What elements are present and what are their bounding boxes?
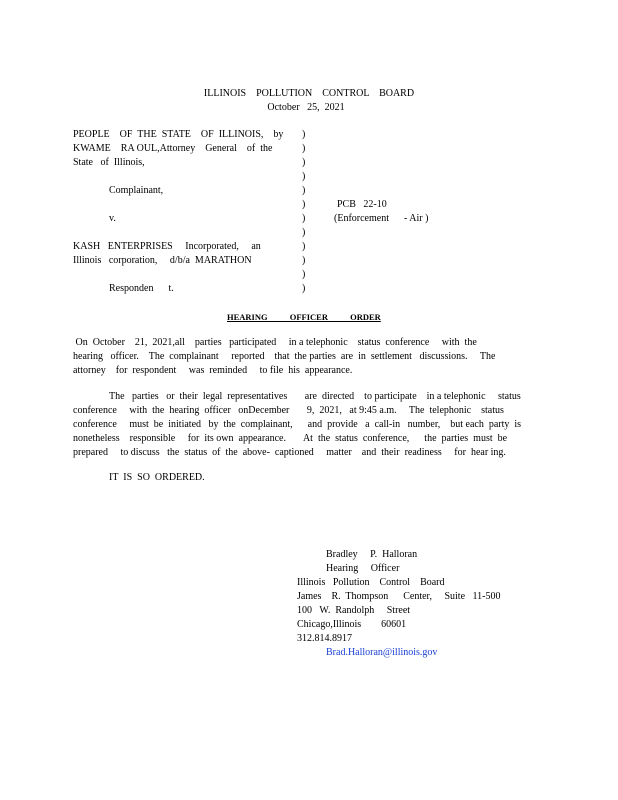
versus-label: v. xyxy=(109,213,116,224)
caption-bracket: ) xyxy=(302,269,306,280)
caption-bracket: ) xyxy=(302,283,306,294)
plaintiff-line-3: State of Illinois, xyxy=(73,157,145,168)
signer-address-1: James R. Thompson Center, Suite 11-500 xyxy=(297,591,501,602)
paragraph-1-line-3: attorney for respondent was reminded to file his appearance. xyxy=(73,365,353,376)
caption-bracket: ) xyxy=(302,185,306,196)
plaintiff-line-2: KWAME RA OUL,Attorney General of the xyxy=(73,143,273,154)
signer-address-2: 100 W. Randolph Street xyxy=(297,605,411,616)
paragraph-2-line-4: nonetheless responsible for its own appearance. At the status conference, the parties must be xyxy=(73,433,508,444)
paragraph-2-line-3: conference must be initiated by the complainant, and provide a call-in number, but each party is xyxy=(73,419,522,430)
defendant-line-1: KASH ENTERPRISES Incorporated, an xyxy=(73,241,261,252)
order-title: HEARING OFFICER ORDER xyxy=(227,312,381,322)
signer-city: Chicago,Illinois 60601 xyxy=(297,619,407,630)
case-number: PCB 22-10 xyxy=(337,199,387,210)
so-ordered: IT IS SO ORDERED. xyxy=(109,472,205,483)
paragraph-1-line-1: On October 21, 2021,all parties participated in a telephonic status conference with the xyxy=(73,337,477,348)
paragraph-2-line-2: conference with the hearing officer onDecember 9, 2021, at 9:45 a.m. The telephonic status xyxy=(73,405,504,416)
caption-bracket: ) xyxy=(302,199,306,210)
caption-bracket: ) xyxy=(302,171,306,182)
caption-bracket: ) xyxy=(302,129,306,140)
board-name: ILLINOIS POLLUTION CONTROL BOARD xyxy=(203,88,415,99)
signer-name: Bradley P. Halloran xyxy=(326,549,418,560)
paragraph-1-line-2: hearing officer. The complainant reported that the parties are in settlement discussions. The xyxy=(73,351,496,362)
signer-org: Illinois Pollution Control Board xyxy=(297,577,445,588)
signer-email-link[interactable]: Brad.Halloran@illinois.gov xyxy=(326,647,438,658)
caption-bracket: ) xyxy=(302,255,306,266)
complainant-label: Complainant, xyxy=(109,185,164,196)
paragraph-2-line-1: The parties or their legal representatives are directed to participate in a telephonic status xyxy=(109,391,521,402)
paragraph-2-line-5: prepared to discuss the status of the above- captioned matter and their readiness for hear ing. xyxy=(73,447,506,458)
plaintiff-line-1: PEOPLE OF THE STATE OF ILLINOIS, by xyxy=(73,129,284,140)
case-type: (Enforcement - Air ) xyxy=(334,213,429,224)
caption-bracket: ) xyxy=(302,241,306,252)
respondent-label: Responden t. xyxy=(109,283,174,294)
caption-bracket: ) xyxy=(302,157,306,168)
caption-bracket: ) xyxy=(302,143,306,154)
signer-title: Hearing Officer xyxy=(326,563,400,574)
defendant-line-2: Illinois corporation, d/b/a MARATHON xyxy=(73,255,252,266)
order-date: October 25, 2021 xyxy=(267,102,345,113)
caption-bracket: ) xyxy=(302,213,306,224)
signer-phone: 312.814.8917 xyxy=(297,633,352,644)
caption-bracket: ) xyxy=(302,227,306,238)
